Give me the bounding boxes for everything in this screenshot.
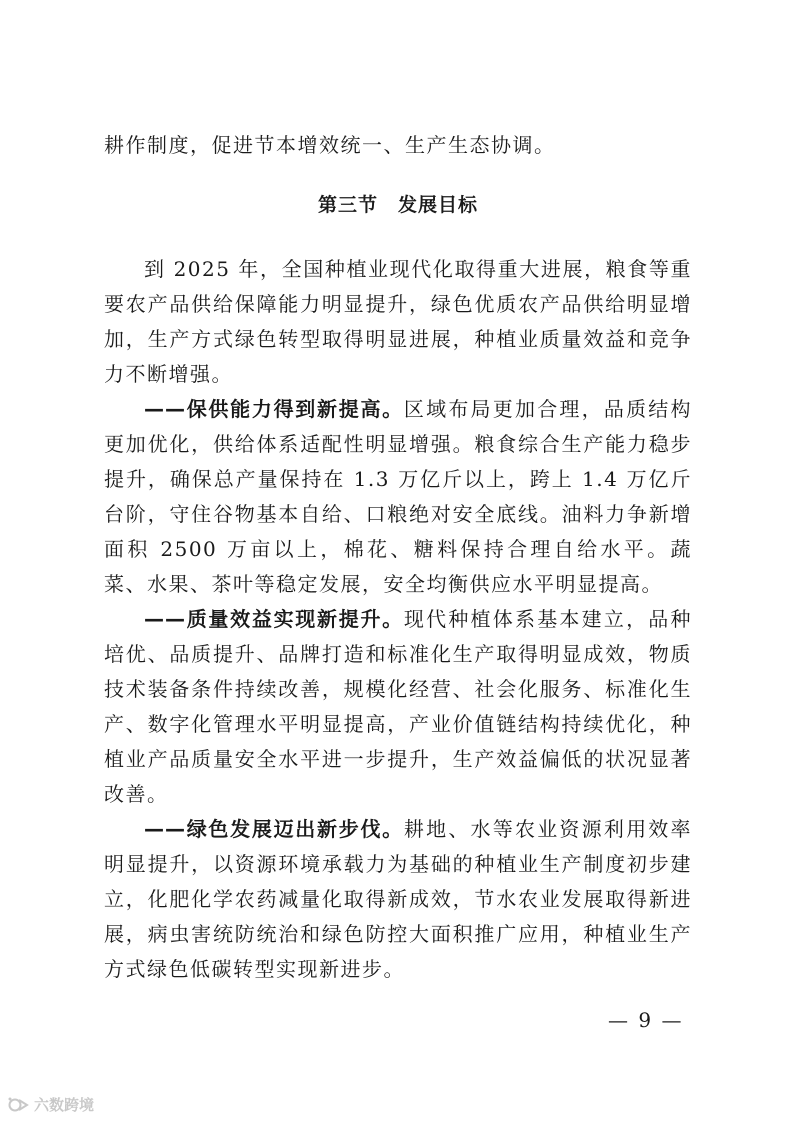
continuation-paragraph xyxy=(104,128,692,163)
goal-paragraph-supply xyxy=(104,392,692,602)
goal-lead-green: ——绿色发展迈出新步伐。 xyxy=(144,817,404,841)
goal-paragraph-green xyxy=(104,812,692,987)
goal-text-quality: 现代种植体系基本建立，品种培优、品质提升、品牌打造和标准化生产取得明显成效，物质技术装备条件持续改善，规模化经营、社会化服务、标准化生产、数字化管理水平明显提高，产业价值链结构持续优化，种植业产品质量安全水平进一步提升，生产效益偏低的状况显著改善。 xyxy=(104,607,693,806)
goal-lead-supply: ——保供能力得到新提高。 xyxy=(144,397,404,421)
body-text xyxy=(104,252,692,987)
goal-text-green: 耕地、水等农业资源利用效率明显提升，以资源环境承载力为基础的种植业生产制度初步建立，化肥化学农药减量化取得新成效，节水农业发展取得新进展，病虫害统防统治和绿色防控大面积推广应用，种植业生产方式绿色低碳转型实现新进步。 xyxy=(104,817,693,981)
goal-text-supply: 区域布局更加合理，品质结构更加优化，供给体系适配性明显增强。粮食综合生产能力稳步提升，确保总产量保持在 1.3 万亿斤以上，跨上 1.4 万亿斤台阶，守住谷物基本自给、口粮绝对安全底线。油料力争新增面积 2500 万亩以上，棉花、糖料保持合理自给水平。蔬菜、水果、茶叶等稳定发展，安全均衡供应水平明显提高。 xyxy=(104,397,693,596)
watermark-text: 六数跨境 xyxy=(34,1096,95,1114)
goal-paragraph-quality xyxy=(104,602,692,812)
watermark xyxy=(8,1094,94,1115)
continuation-text: 耕作制度，促进节本增效统一、生产生态协调。 xyxy=(104,133,556,157)
intro-paragraph: 到 2025 年，全国种植业现代化取得重大进展，粮食等重要农产品供给保障能力明显提升，绿色优质农产品供给明显增加，生产方式绿色转型取得明显进展，种植业质量效益和竞争力不断增强。 xyxy=(104,257,692,386)
goal-lead-quality: ——质量效益实现新提升。 xyxy=(144,607,404,631)
page-number: — 9 — xyxy=(608,1008,684,1032)
section-title: 第三节 发展目标 xyxy=(317,194,478,216)
watermark-logo-icon xyxy=(8,1096,30,1114)
